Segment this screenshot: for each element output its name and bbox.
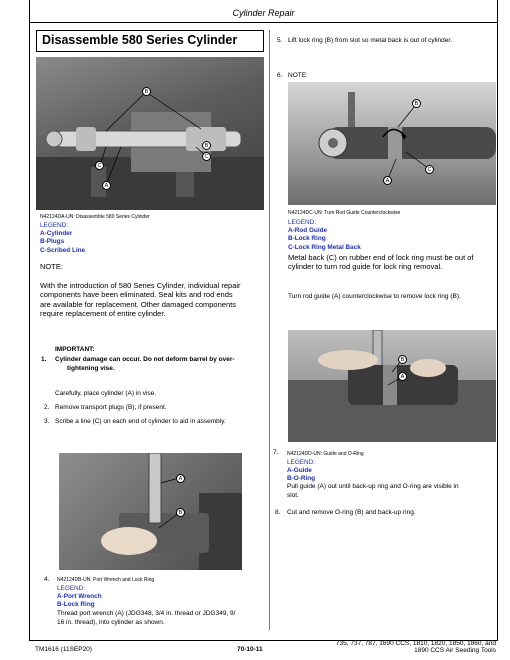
callout-a: A (383, 176, 392, 185)
callout-b: B (398, 355, 407, 364)
page-header-title: Cylinder Repair (232, 8, 295, 18)
note-line: components have been eliminated. Seal kits and rod ends (40, 290, 233, 300)
footer-models (302, 640, 496, 654)
legend-item: B-O-Ring (287, 475, 316, 483)
figure-guide-oring-photo (288, 330, 496, 442)
figure-caption: N42124DA-UN: Disassemble 580 Series Cylinder (40, 214, 150, 220)
figure-caption: N42124DC-UN: Turn Rod Guide Counterclockwise (288, 210, 401, 216)
legend-item: C-Lock Ring Metal Back (288, 243, 361, 251)
note-line: are available for replacement. Other damaged components (40, 299, 236, 309)
legend-title: LEGEND: (287, 459, 316, 466)
important-label: IMPORTANT: (55, 346, 95, 353)
callout-a: A (398, 372, 407, 381)
legend-title: LEGEND: (288, 219, 317, 226)
step-text: Turn rod guide (A) counterclockwise to remove lock ring (B). (288, 293, 461, 300)
step-text: NOTE: (288, 72, 308, 79)
step-number: 2. (44, 404, 50, 411)
step-line: Thread port wrench (A) (JDG348, 3/4 in. thread or JDG349, 9/ (57, 610, 236, 617)
figure-cylinder-photo (36, 57, 264, 210)
footer-document-id: TM1616 (11SEP20) (35, 646, 92, 653)
legend-title: LEGEND: (40, 222, 69, 229)
note-line: require replacement of entire cylinder. (40, 308, 166, 318)
step-number: 3. (44, 418, 50, 425)
step-number: 7. (273, 449, 279, 456)
callout-b: B (202, 141, 211, 150)
figure-caption: N42124DB-UN: Port Wrench and Lock Ring (57, 577, 155, 583)
callout-a: A (102, 181, 111, 190)
step-line: 16 in. thread), into cylinder as shown. (57, 619, 165, 626)
step-number: 5. (277, 37, 283, 44)
rod-guide-illustration (288, 82, 496, 205)
note-line: cylinder to turn rod guide for lock ring removal. (288, 262, 443, 272)
legend-item: B-Lock Ring (57, 601, 95, 609)
figure-caption: N42124DD-UN: Guide and O-Ring (287, 451, 364, 457)
note-body (40, 281, 265, 318)
footer-models-line: 735, 737, 787, 1690 CCS, 1810, 1820, 1850, 1860, and (335, 640, 496, 647)
callout-c: C (95, 161, 104, 170)
legend-title: LEGEND: (57, 585, 86, 592)
step-text: Remove transport plugs (B), if present. (55, 404, 167, 411)
callout-b: B (142, 87, 151, 96)
step-line: Pull guide (A) out until back-up ring and O-ring are visible in (287, 483, 459, 490)
page-border-left (29, 0, 30, 640)
important-number: 1. (41, 356, 47, 363)
cylinder-illustration (36, 57, 264, 210)
note-line: Metal back (C) on rubber end of lock ring must be out of (288, 253, 474, 262)
callout-b: B (176, 508, 185, 517)
note-label: NOTE: (40, 262, 63, 271)
legend-item: A-Rod Guide (288, 227, 328, 235)
important-line: tightening vise. (67, 365, 115, 372)
footer-models-line: 1890 CCS Air Seeding Tools (414, 647, 496, 654)
figure-rod-guide-photo (288, 82, 496, 205)
step-text: Scribe a line (C) on each end of cylinder to aid in assembly. (55, 418, 226, 425)
footer-page-number: 70-10-11 (237, 646, 263, 653)
legend-item: A-Port Wrench (57, 593, 102, 601)
note-body (288, 253, 498, 272)
note-line: With the introduction of 580 Series Cylinder, individual repair (40, 281, 241, 290)
legend-item: A-Guide (287, 467, 312, 475)
figure-port-wrench-photo (59, 453, 242, 570)
callout-c: C (202, 152, 211, 161)
figure-legend (288, 219, 361, 252)
step-text: Cut and remove O-ring (B) and back-up ring. (287, 509, 416, 516)
figure-legend (57, 585, 102, 610)
port-wrench-illustration (59, 453, 242, 570)
step-number: 4. (44, 576, 50, 583)
section-title: Disassemble 580 Series Cylinder (42, 33, 238, 47)
legend-item: B-Lock Ring (288, 235, 326, 243)
legend-item: C-Scribed Line (40, 246, 86, 254)
callout-a: A (176, 474, 185, 483)
guide-oring-illustration (288, 330, 496, 442)
important-text (55, 355, 267, 373)
column-divider (269, 30, 270, 630)
legend-item: A-Cylinder (40, 230, 73, 238)
header-rule (29, 22, 498, 23)
figure-legend (287, 459, 315, 484)
step-number: 8. (275, 509, 281, 516)
callout-c: C (425, 165, 434, 174)
step-text: Carefully, place cylinder (A) in vise. (55, 390, 157, 397)
legend-item: B-Plugs (40, 238, 65, 246)
step-number: 6. (277, 72, 283, 79)
important-line: Cylinder damage can occur. Do not deform barrel by over- (55, 356, 235, 363)
step-line: slot. (287, 492, 299, 499)
step-text (57, 609, 267, 627)
callout-b: B (412, 99, 421, 108)
page-border-right (497, 0, 498, 640)
step-text (287, 482, 497, 500)
figure-legend (40, 222, 85, 255)
step-text: Lift lock ring (B) from slot so metal back is out of cylinder. (288, 37, 453, 44)
